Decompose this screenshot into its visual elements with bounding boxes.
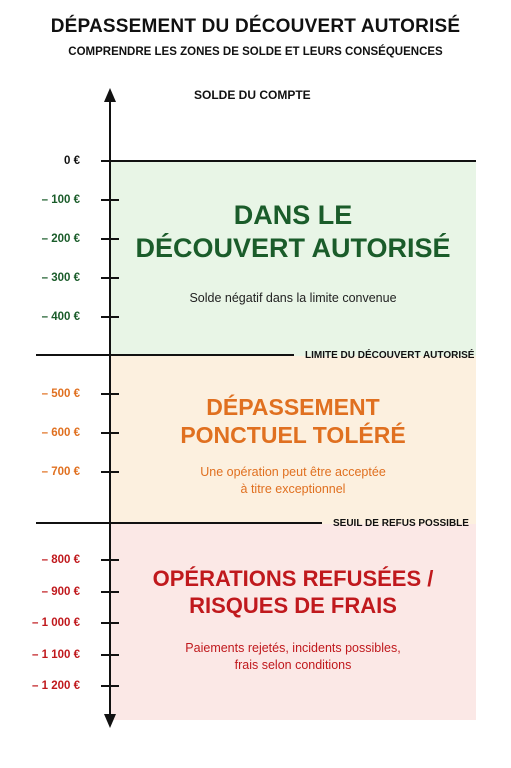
zone-tolerated-desc-line2: à titre exceptionnel: [240, 481, 346, 496]
zone-authorized-title-line1: DANS LE: [233, 200, 353, 230]
axis-tick-label: – 900 €: [41, 585, 80, 598]
axis-tick: [101, 559, 119, 561]
axis-tick: [101, 685, 119, 687]
axis-tick-label: – 300 €: [41, 272, 80, 284]
axis-tick: [101, 316, 119, 318]
zone-tolerated-description: [110, 464, 476, 498]
axis-title: SOLDE DU COMPTE: [194, 88, 311, 102]
axis-tick-label: – 700 €: [41, 466, 80, 478]
zone-authorized-title: [110, 199, 476, 265]
zero-line: [110, 160, 476, 162]
zone-tolerated-title-line2: PONCTUEL TOLÉRÉ: [180, 422, 406, 449]
axis-tick-label: – 600 €: [41, 427, 80, 439]
zone-tolerated-title-line1: DÉPASSEMENT: [206, 394, 380, 420]
axis-tick-label: – 100 €: [41, 194, 80, 206]
refusal-threshold-line: [36, 522, 322, 524]
zone-refused-title: [110, 566, 476, 620]
axis-tick: [101, 622, 119, 624]
zone-tolerated-desc-line1: Une opération peut être acceptée: [200, 465, 386, 479]
zone-refused-desc-line1: Paiements rejetés, incidents possibles,: [185, 641, 401, 655]
refusal-threshold-label: SEUIL DE REFUS POSSIBLE: [333, 518, 469, 529]
authorized-limit-label: LIMITE DU DÉCOUVERT AUTORISÉ: [305, 350, 475, 361]
axis-tick: [101, 277, 119, 279]
zone-refused-desc-line2: frais selon conditions: [234, 657, 352, 672]
page-subtitle: COMPRENDRE LES ZONES DE SOLDE ET LEURS CONSÉQUENCES: [68, 46, 443, 58]
axis-tick-label: – 400 €: [41, 311, 80, 323]
zone-refused-description: [110, 640, 476, 674]
zone-authorized-description: Solde négatif dans la limite convenue: [189, 291, 397, 305]
arrow-down-icon: [104, 714, 116, 728]
authorized-limit-line: [36, 354, 294, 356]
axis-tick-label: – 1 200 €: [32, 680, 80, 692]
zone-authorized-title-line2: DÉCOUVERT AUTORISÉ: [135, 232, 451, 263]
zone-refused-title-line1: OPÉRATIONS REFUSÉES /: [152, 566, 434, 591]
axis-tick-label: – 500 €: [41, 388, 80, 400]
zone-refused-title-line2: RISQUES DE FRAIS: [189, 592, 397, 618]
zone-tolerated-title: [110, 393, 476, 449]
zone-refused-operations: [110, 524, 476, 720]
axis-tick-label: – 200 €: [41, 233, 80, 245]
axis-tick-label: – 1 100 €: [32, 648, 80, 661]
axis-tick-label: – 800 €: [41, 554, 80, 566]
page-title: DÉPASSEMENT DU DÉCOUVERT AUTORISÉ: [50, 16, 461, 37]
axis-tick-label: – 1 000 €: [32, 617, 80, 629]
axis-tick-label: 0 €: [64, 155, 80, 167]
axis-tick: [101, 160, 119, 162]
arrow-up-icon: [104, 88, 116, 102]
